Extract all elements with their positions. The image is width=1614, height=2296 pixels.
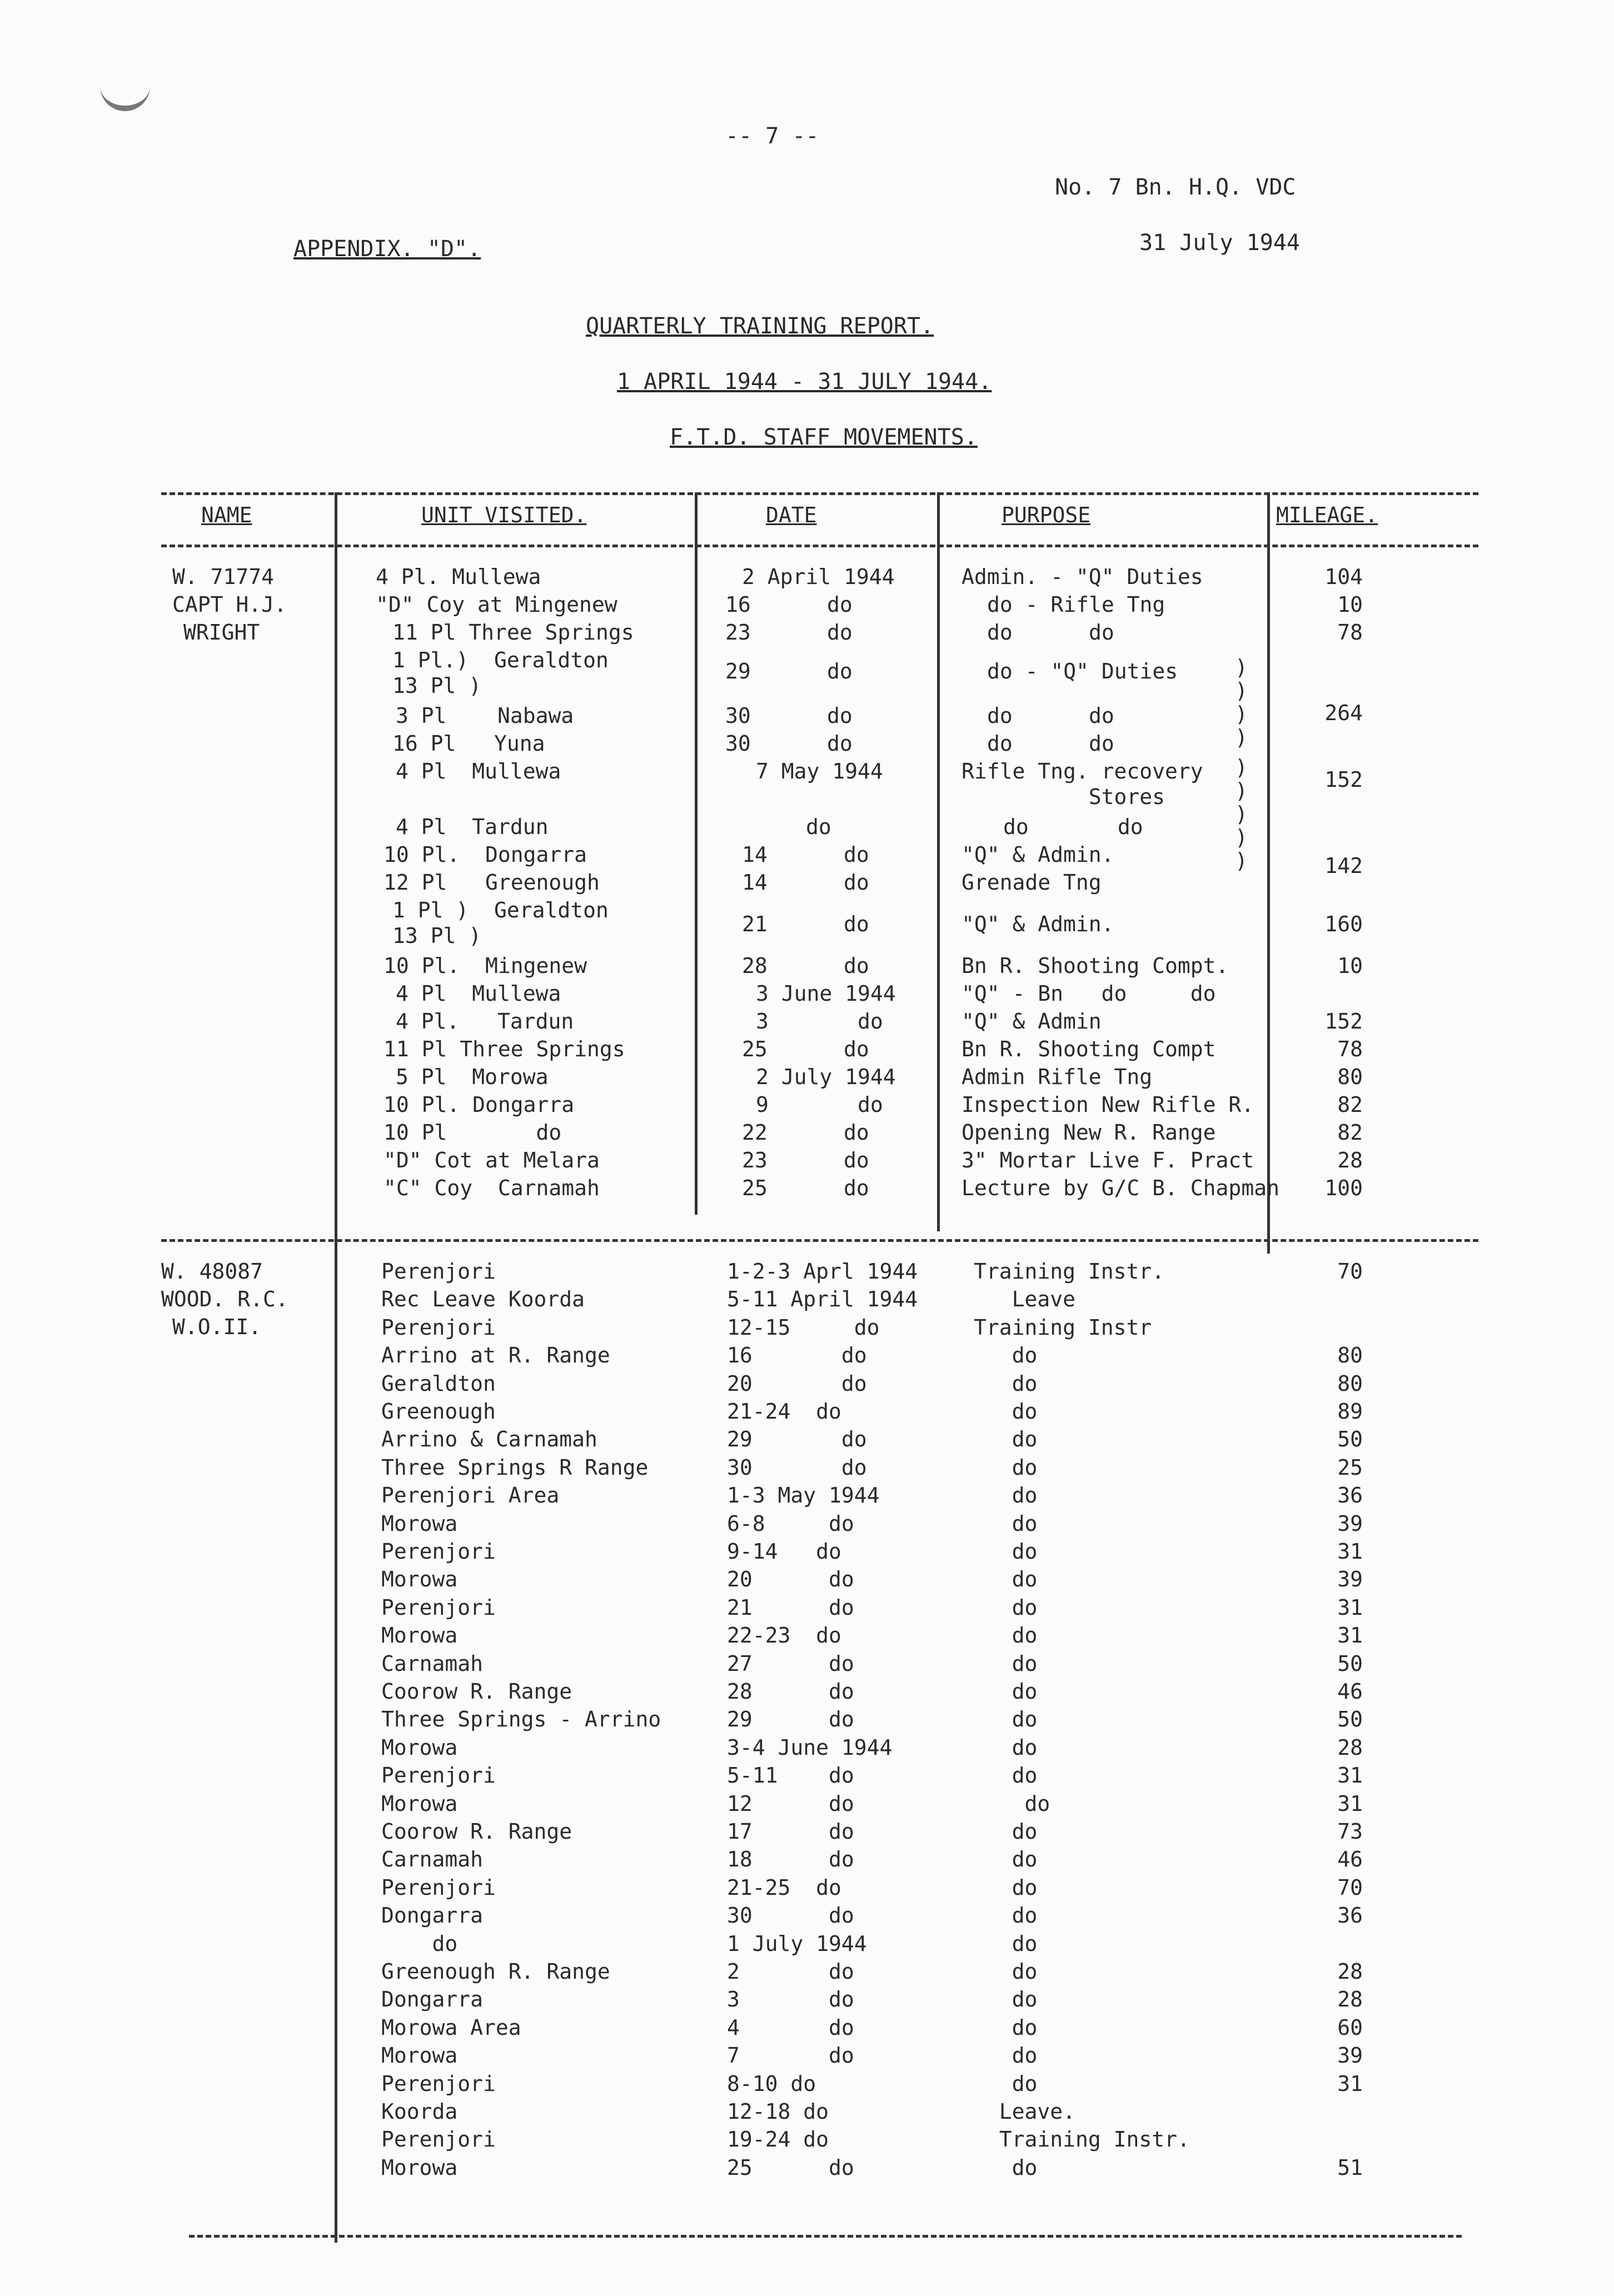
date-cell: 30 do: [725, 731, 853, 756]
unit-cell: Koorda: [381, 2099, 458, 2124]
date-cell: 12-18 do: [727, 2099, 829, 2124]
purpose-cell: do: [974, 1567, 1038, 1591]
purpose-cell: do - "Q" Duties: [987, 659, 1178, 683]
unit-cell: 10 Pl do: [383, 1120, 562, 1145]
purpose-cell: Bn R. Shooting Compt.: [962, 954, 1229, 978]
unit-cell: Perenjori: [381, 1595, 496, 1620]
date-cell: 16 do: [725, 592, 853, 617]
date-cell: 23 do: [725, 620, 853, 645]
unit-cell: 3 Pl Nabawa: [396, 703, 574, 728]
date-cell: 8-10 do: [727, 2072, 816, 2096]
unit-cell: Perenjori: [381, 2127, 496, 2152]
purpose-cell: do do: [987, 731, 1114, 756]
mileage-cell: 28: [1337, 1987, 1363, 2012]
purpose-cell: do: [974, 2155, 1038, 2180]
table-bottom-rule: [189, 2235, 1462, 2238]
unit-cell: Carnamah: [381, 1847, 484, 1871]
mileage-cell: 31: [1337, 1791, 1363, 1816]
purpose-cell: Training Instr: [974, 1315, 1152, 1340]
date-cell: 2 April 1944: [742, 565, 895, 589]
mileage-cell: 31: [1337, 1763, 1363, 1788]
mileage-cell: 31: [1337, 1539, 1363, 1564]
unit-cell: 4 Pl Mullewa: [396, 759, 561, 783]
mileage-cell: 80: [1337, 1371, 1363, 1396]
unit-cell: "D" Cot at Melara: [383, 1148, 600, 1172]
mileage-cell: 10: [1337, 954, 1363, 978]
mileage-cell: 152: [1324, 1009, 1363, 1034]
unit-cell: 12 Pl Greenough: [383, 870, 600, 895]
purpose-cell: Admin Rifle Tng: [962, 1065, 1153, 1089]
date-cell: 20 do: [727, 1371, 867, 1396]
mileage-cell: 60: [1337, 2015, 1363, 2040]
mileage-cell: 39: [1337, 2043, 1363, 2068]
purpose-cell: do: [974, 1455, 1038, 1480]
unit-cell: Geraldton: [381, 1371, 496, 1396]
purpose-cell: do: [974, 2015, 1038, 2040]
unit-cell: 10 Pl. Dongarra: [383, 1092, 575, 1117]
mileage-cell: 31: [1337, 1595, 1363, 1620]
unit-cell: Coorow R. Range: [381, 1819, 572, 1844]
mileage-cell: 70: [1337, 1259, 1363, 1284]
mileage-cell: 25: [1337, 1455, 1363, 1480]
purpose-cell: Leave: [974, 1287, 1076, 1311]
purpose-cell: "Q" & Admin: [962, 1009, 1102, 1034]
purpose-cell: do: [974, 1371, 1038, 1396]
mileage-cell: 28: [1337, 1148, 1363, 1172]
date-cell: 3-4 June 1944: [727, 1735, 893, 1760]
unit-cell: "D" Coy at Mingenew: [376, 592, 617, 617]
date-cell: 19-24 do: [727, 2127, 829, 2152]
date-cell: 7 do: [727, 2043, 854, 2068]
purpose-cell: do do: [987, 703, 1114, 728]
mileage-cell: 50: [1337, 1707, 1363, 1731]
date-cell: 9-14 do: [727, 1539, 841, 1564]
purpose-cell: Training Instr.: [974, 2127, 1190, 2152]
mileage-cell: 39: [1337, 1567, 1363, 1591]
unit-cell: 4 Pl. Mullewa: [376, 565, 541, 589]
unit-cell: Dongarra: [381, 1903, 484, 1928]
unit-cell: Three Springs R Range: [381, 1455, 649, 1480]
purpose-cell: Bn R. Shooting Compt: [962, 1037, 1216, 1061]
purpose-cell: "Q" & Admin.: [962, 912, 1114, 936]
unit-cell: Rec Leave Koorda: [381, 1287, 585, 1311]
unit-heading: No. 7 Bn. H.Q. VDC: [1055, 174, 1296, 200]
date-cell: 29 do: [725, 659, 853, 683]
mileage-cell: 152: [1324, 767, 1363, 792]
purpose-cell: 3" Mortar Live F. Pract: [962, 1148, 1254, 1172]
column-header-name: NAME: [201, 503, 252, 527]
date-cell: 30 do: [727, 1903, 854, 1928]
mileage-cell: 104: [1324, 565, 1363, 589]
purpose-cell: do: [974, 2043, 1038, 2068]
date-cell: 30 do: [727, 1455, 867, 1480]
appendix-label: APPENDIX. "D".: [293, 236, 481, 262]
date-cell: 12-15 do: [727, 1315, 880, 1340]
page-number: -- 7 --: [725, 123, 819, 149]
date-cell: 21-25 do: [727, 1875, 841, 1900]
unit-cell: Perenjori: [381, 2072, 496, 2096]
mileage-cell: 51: [1337, 2155, 1363, 2180]
purpose-cell: do: [974, 1595, 1038, 1620]
mileage-cell: 82: [1337, 1120, 1363, 1145]
unit-cell: Perenjori: [381, 1259, 496, 1284]
mileage-cell: 28: [1337, 1735, 1363, 1760]
purpose-cell: do do: [1003, 815, 1143, 839]
purpose-cell: do: [974, 1931, 1038, 1956]
unit-cell: Coorow R. Range: [381, 1679, 572, 1704]
purpose-cell: do: [974, 1903, 1038, 1928]
purpose-cell: Opening New R. Range: [962, 1120, 1216, 1145]
unit-cell: Greenough R. Range: [381, 1959, 610, 1984]
date-cell: 5-11 do: [727, 1763, 854, 1788]
staff-rank-name-1: CAPT H.J.: [172, 592, 287, 617]
mileage-cell: 46: [1337, 1847, 1363, 1871]
purpose-cell: do: [974, 1763, 1038, 1788]
brace-mark: ) ) ) ) ): [1235, 755, 1248, 873]
purpose-cell: do: [974, 1511, 1038, 1536]
date-cell: 16 do: [727, 1343, 867, 1367]
unit-cell: Morowa Area: [381, 2015, 521, 2040]
date-cell: 5-11 April 1944: [727, 1287, 918, 1311]
mileage-cell: 39: [1337, 1511, 1363, 1536]
date-cell: 1-2-3 Aprl 1944: [727, 1259, 918, 1284]
mileage-cell: 80: [1337, 1343, 1363, 1367]
purpose-cell: Inspection New Rifle R.: [962, 1092, 1254, 1117]
purpose-cell: Lecture by G/C B. Chapman: [962, 1176, 1279, 1200]
unit-cell: Perenjori: [381, 1763, 496, 1788]
purpose-cell: Grenade Tng: [962, 870, 1102, 895]
date-cell: 3 June 1944: [756, 981, 896, 1006]
mileage-cell: 50: [1337, 1651, 1363, 1676]
purpose-cell: Rifle Tng. recovery Stores: [962, 759, 1203, 809]
purpose-cell: do: [974, 1651, 1038, 1676]
report-date: 31 July 1944: [1139, 230, 1300, 256]
unit-cell: Perenjori: [381, 1315, 496, 1340]
date-cell: 21 do: [742, 912, 869, 936]
staff-number-1: W. 71774: [172, 565, 275, 589]
unit-cell: 1 Pl ) Geraldton 13 Pl ): [392, 898, 609, 948]
unit-cell: Morowa: [381, 2155, 458, 2180]
brace-mark: ) ) ) ): [1235, 655, 1248, 750]
purpose-cell: do: [974, 1483, 1038, 1508]
date-cell: 25 do: [742, 1037, 869, 1061]
column-divider-3: [937, 492, 940, 1231]
purpose-cell: Admin. - "Q" Duties: [962, 565, 1203, 589]
column-header-date: DATE: [766, 503, 817, 527]
unit-cell: Three Springs - Arrino: [381, 1707, 661, 1731]
mileage-cell: 142: [1324, 853, 1363, 878]
date-cell: 25 do: [727, 2155, 854, 2180]
purpose-cell: do: [974, 1875, 1038, 1900]
date-cell: 1 July 1944: [727, 1931, 867, 1956]
purpose-cell: Training Instr.: [974, 1259, 1165, 1284]
date-cell: 2 do: [727, 1959, 854, 1984]
column-divider-1: [335, 492, 337, 2243]
unit-cell: Morowa: [381, 1735, 458, 1760]
date-cell: do: [806, 815, 831, 839]
column-header-mileage: MILEAGE.: [1276, 503, 1378, 527]
unit-cell: "C" Coy Carnamah: [383, 1176, 600, 1200]
unit-cell: 5 Pl Morowa: [396, 1065, 549, 1089]
report-period: 1 APRIL 1944 - 31 JULY 1944.: [617, 369, 992, 395]
purpose-cell: do: [974, 1399, 1038, 1424]
date-cell: 29 do: [727, 1427, 867, 1451]
unit-cell: 1 Pl.) Geraldton 13 Pl ): [392, 648, 609, 698]
date-cell: 9 do: [756, 1092, 883, 1117]
unit-cell: Dongarra: [381, 1987, 484, 2012]
date-cell: 30 do: [725, 703, 853, 728]
purpose-cell: do: [974, 1819, 1038, 1844]
mileage-cell: 160: [1324, 912, 1363, 936]
purpose-cell: do: [974, 1847, 1038, 1871]
staff-grade-2: W.O.II.: [172, 1315, 262, 1339]
mileage-cell: 31: [1337, 1623, 1363, 1648]
date-cell: 27 do: [727, 1651, 854, 1676]
date-cell: 6-8 do: [727, 1511, 854, 1536]
unit-cell: Perenjori: [381, 1875, 496, 1900]
mileage-cell: 36: [1337, 1483, 1363, 1508]
mileage-cell: 10: [1337, 592, 1363, 617]
unit-cell: 10 Pl. Mingenew: [383, 954, 587, 978]
staff-surname-1: WRIGHT: [183, 620, 260, 645]
purpose-cell: do do: [987, 620, 1114, 645]
mileage-cell: 73: [1337, 1819, 1363, 1844]
mileage-cell: 50: [1337, 1427, 1363, 1451]
purpose-cell: do: [974, 1707, 1038, 1731]
purpose-cell: do: [974, 1427, 1038, 1451]
date-cell: 22 do: [742, 1120, 869, 1145]
unit-cell: 11 Pl Three Springs: [392, 620, 634, 645]
mileage-cell: 80: [1337, 1065, 1363, 1089]
report-title: QUARTERLY TRAINING REPORT.: [586, 313, 934, 339]
unit-cell: Morowa: [381, 2043, 458, 2068]
date-cell: 23 do: [742, 1148, 869, 1172]
date-cell: 1-3 May 1944: [727, 1483, 880, 1508]
date-cell: 18 do: [727, 1847, 854, 1871]
purpose-cell: do: [974, 1735, 1038, 1760]
unit-cell: Morowa: [381, 1623, 458, 1648]
unit-cell: Greenough: [381, 1399, 496, 1424]
unit-cell: Perenjori Area: [381, 1483, 560, 1508]
ink-blot-mark: [100, 61, 150, 111]
column-header-unit: UNIT VISITED.: [421, 503, 587, 527]
date-cell: 20 do: [727, 1567, 854, 1591]
purpose-cell: do: [974, 2072, 1038, 2096]
unit-cell: Morowa: [381, 1567, 458, 1591]
date-cell: 14 do: [742, 870, 869, 895]
date-cell: 21-24 do: [727, 1399, 841, 1424]
header-bottom-rule: [161, 545, 1478, 547]
unit-cell: 16 Pl Yuna: [392, 731, 545, 756]
date-cell: 4 do: [727, 2015, 854, 2040]
date-cell: 14 do: [742, 842, 869, 867]
purpose-cell: do: [974, 1343, 1038, 1367]
mileage-cell: 36: [1337, 1903, 1363, 1928]
mileage-cell: 46: [1337, 1679, 1363, 1704]
unit-cell: 10 Pl. Dongarra: [383, 842, 587, 867]
date-cell: 21 do: [727, 1595, 854, 1620]
date-cell: 17 do: [727, 1819, 854, 1844]
column-divider-4: [1267, 492, 1270, 1254]
unit-cell: 11 Pl Three Springs: [383, 1037, 625, 1061]
purpose-cell: Leave.: [974, 2099, 1076, 2124]
unit-cell: Perenjori: [381, 1539, 496, 1564]
purpose-cell: do: [974, 1623, 1038, 1648]
date-cell: 22-23 do: [727, 1623, 841, 1648]
unit-cell: Carnamah: [381, 1651, 484, 1676]
column-divider-2: [695, 492, 698, 1215]
mileage-cell: 31: [1337, 2072, 1363, 2096]
date-cell: 29 do: [727, 1707, 854, 1731]
table-top-rule: [161, 492, 1478, 495]
unit-cell: 4 Pl. Tardun: [396, 1009, 574, 1034]
report-subtitle: F.T.D. STAFF MOVEMENTS.: [670, 425, 978, 450]
unit-cell: Morowa: [381, 1791, 458, 1816]
purpose-cell: do - Rifle Tng: [987, 592, 1165, 617]
purpose-cell: do: [974, 1679, 1038, 1704]
mileage-cell: 264: [1324, 701, 1363, 725]
unit-cell: Arrino at R. Range: [381, 1343, 610, 1367]
mileage-cell: 82: [1337, 1092, 1363, 1117]
staff-number-2: W. 48087: [161, 1259, 263, 1284]
unit-cell: Arrino & Carnamah: [381, 1427, 597, 1451]
purpose-cell: "Q" & Admin.: [962, 842, 1114, 867]
date-cell: 28 do: [742, 954, 869, 978]
unit-cell: 4 Pl Mullewa: [396, 981, 561, 1006]
mileage-cell: 70: [1337, 1875, 1363, 1900]
purpose-cell: do: [974, 1959, 1038, 1984]
unit-cell: do: [381, 1931, 458, 1956]
date-cell: 28 do: [727, 1679, 854, 1704]
date-cell: 7 May 1944: [756, 759, 883, 783]
column-header-purpose: PURPOSE: [1002, 503, 1091, 527]
purpose-cell: do: [974, 1987, 1038, 2012]
mileage-cell: 78: [1337, 620, 1363, 645]
date-cell: 25 do: [742, 1176, 869, 1200]
unit-cell: Morowa: [381, 1511, 458, 1536]
date-cell: 2 July 1944: [756, 1065, 896, 1089]
unit-cell: 4 Pl Tardun: [396, 815, 549, 839]
staff-rank-name-2: WOOD. R.C.: [161, 1287, 288, 1311]
mileage-cell: 89: [1337, 1399, 1363, 1424]
purpose-cell: "Q" - Bn do do: [962, 981, 1216, 1006]
section-divider-rule: [161, 1239, 1478, 1242]
date-cell: 3 do: [756, 1009, 883, 1034]
mileage-cell: 100: [1324, 1176, 1363, 1200]
mileage-cell: 78: [1337, 1037, 1363, 1061]
date-cell: 3 do: [727, 1987, 854, 2012]
date-cell: 12 do: [727, 1791, 854, 1816]
purpose-cell: do: [974, 1791, 1050, 1816]
mileage-cell: 28: [1337, 1959, 1363, 1984]
purpose-cell: do: [974, 1539, 1038, 1564]
